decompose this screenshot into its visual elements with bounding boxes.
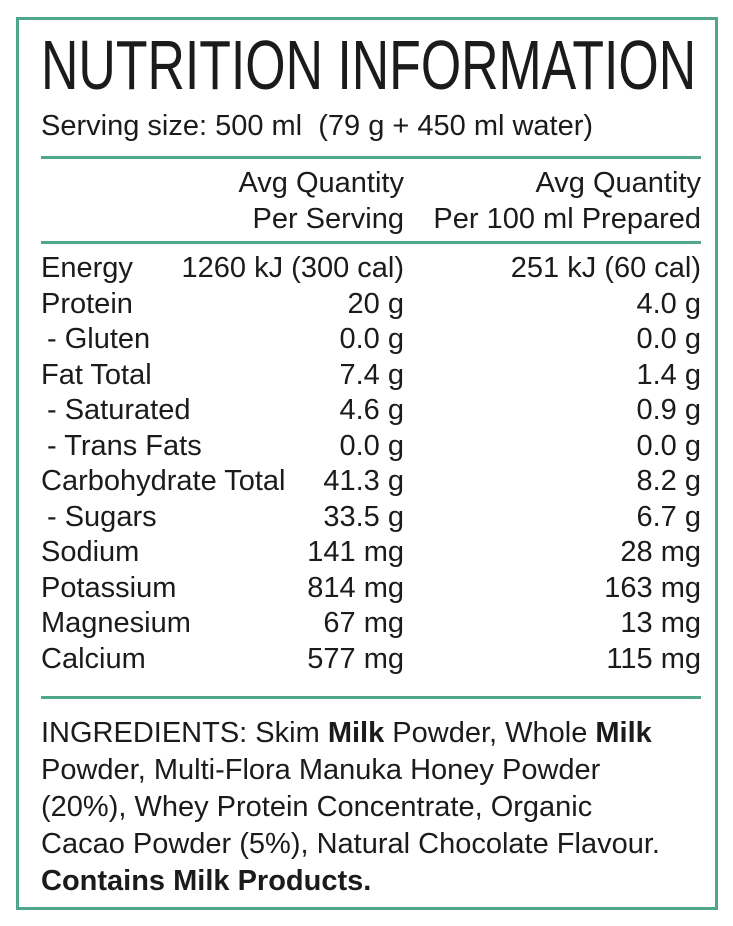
- nutrient-name: Calcium: [41, 642, 146, 675]
- column-header-line: Avg Quantity: [535, 167, 701, 199]
- divider-bottom: [41, 696, 701, 699]
- ingredients-segment: Milk: [595, 717, 652, 749]
- nutrient-name: Carbohydrate Total: [41, 465, 286, 497]
- value-per-100ml: 0.0 g: [636, 323, 701, 355]
- nutrition-label: [16, 17, 718, 910]
- nutrient-name: - Sugars: [47, 500, 157, 533]
- value-per-serving: 7.4 g: [339, 358, 404, 391]
- nutrient-table: [41, 251, 701, 677]
- value-per-100ml: 0.9 g: [636, 394, 701, 426]
- value-per-serving: 41.3 g: [323, 465, 404, 497]
- value-per-100ml: 13 mg: [620, 607, 701, 639]
- value-per-serving: 1260 kJ (300 cal): [181, 252, 404, 284]
- column-header-per-serving: [41, 165, 404, 237]
- ingredients-segment: Contains Milk Products.: [41, 865, 372, 897]
- nutrient-row: [41, 358, 701, 394]
- ingredients-segment: INGREDIENTS: Skim: [41, 717, 328, 749]
- ingredients-segment: Powder, Whole: [384, 717, 596, 749]
- value-per-serving: 20 g: [347, 287, 404, 320]
- value-per-serving: 33.5 g: [323, 500, 404, 533]
- nutrient-name: Energy: [41, 252, 133, 284]
- nutrient-row: [41, 606, 701, 642]
- ingredients-segment: Powder, Multi-Flora Manuka Honey Powder (20%), Whey Protein Concentrate, Organic Cacao Powder (5%), Natural Chocolate Flavour.: [41, 754, 660, 860]
- value-per-100ml: 0.0 g: [636, 429, 701, 462]
- nutrient-row: [41, 642, 701, 678]
- nutrient-name: Sodium: [41, 536, 140, 568]
- divider-header: [41, 241, 701, 244]
- ingredients-text: [41, 715, 681, 900]
- column-headers: [41, 165, 701, 237]
- nutrient-row: [41, 251, 701, 287]
- column-header-per-100ml: [404, 165, 701, 237]
- value-per-100ml: 28 mg: [620, 536, 701, 568]
- column-header-line: Avg Quantity: [238, 167, 404, 199]
- nutrient-row: [41, 429, 701, 465]
- value-per-serving: 0.0 g: [339, 323, 404, 355]
- column-header-line: Per Serving: [252, 203, 404, 235]
- nutrient-name: - Gluten: [47, 323, 151, 355]
- nutrient-name: Protein: [41, 287, 133, 320]
- label-title: NUTRITION INFORMATION: [41, 26, 697, 104]
- value-per-100ml: 6.7 g: [636, 500, 701, 533]
- value-per-100ml: 115 mg: [606, 642, 701, 675]
- nutrient-row: [41, 535, 701, 571]
- nutrient-row: [41, 287, 701, 323]
- nutrient-row: [41, 393, 701, 429]
- nutrient-name: Magnesium: [41, 607, 191, 639]
- nutrient-name: - Saturated: [47, 394, 191, 426]
- nutrient-row: [41, 571, 701, 607]
- value-per-100ml: 8.2 g: [636, 465, 701, 497]
- nutrient-name: - Trans Fats: [47, 429, 202, 462]
- value-per-100ml: 4.0 g: [636, 287, 701, 320]
- ingredients-segment: Milk: [327, 717, 385, 749]
- value-per-serving: 814 mg: [307, 571, 404, 604]
- nutrient-row: [41, 322, 701, 358]
- value-per-100ml: 163 mg: [604, 571, 701, 604]
- nutrient-row: [41, 500, 701, 536]
- value-per-serving: 4.6 g: [339, 394, 404, 426]
- divider-top: [41, 156, 701, 159]
- nutrient-row: [41, 464, 701, 500]
- nutrient-name: Fat Total: [41, 358, 152, 391]
- serving-size-text: Serving size: 500 ml (79 g + 450 ml water): [41, 110, 594, 142]
- value-per-100ml: 251 kJ (60 cal): [510, 252, 701, 284]
- value-per-serving: 67 mg: [323, 607, 404, 639]
- value-per-serving: 0.0 g: [339, 429, 404, 462]
- column-header-line: Per 100 ml Prepared: [433, 203, 701, 235]
- value-per-serving: 141 mg: [307, 536, 404, 568]
- value-per-100ml: 1.4 g: [636, 358, 701, 391]
- value-per-serving: 577 mg: [307, 642, 404, 675]
- nutrient-name: Potassium: [41, 571, 177, 604]
